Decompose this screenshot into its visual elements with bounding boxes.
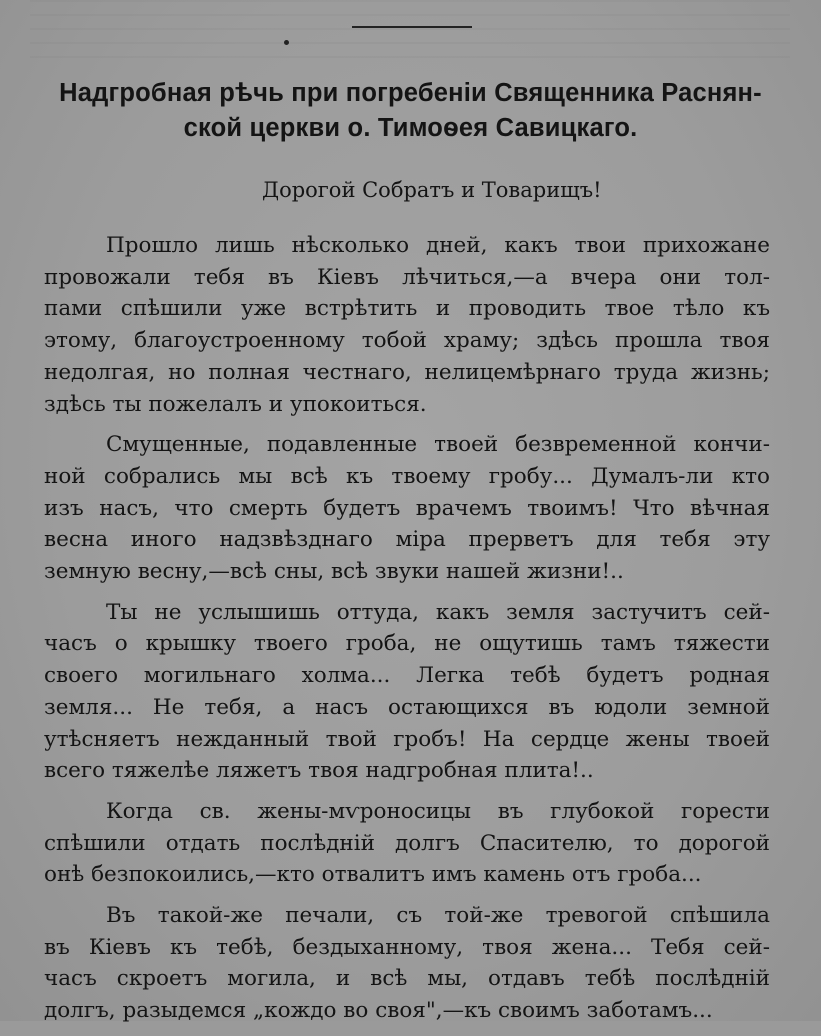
- text-line: утѣсняетъ нежданный твой гробъ! На сердце жены твоей: [44, 726, 770, 752]
- text-line: здѣсь ты пожелалъ и упокоиться.: [44, 391, 427, 417]
- text-line: этому, благоустроенному тобой храму; здѣсь прошла твоя: [44, 328, 770, 354]
- paragraph: [44, 796, 770, 891]
- text-line: долгъ, разыдемся „кождо во своя",—къ своимъ заботамъ...: [44, 998, 713, 1024]
- text-line: ной собрались мы всѣ къ твоему гробу... Думалъ-ли кто: [44, 463, 770, 489]
- text-line: изъ насъ, что смерть будетъ врачемъ твоимъ! Что вѣчная: [44, 495, 770, 521]
- text-line: Смущенные, подавленные твоей безвременной кончи-: [106, 432, 770, 458]
- text-line: всего тяжелѣе ляжетъ твоя надгробная плита!..: [44, 758, 594, 784]
- salutation: Дорогой Собратъ и Товарищъ!: [262, 178, 602, 202]
- text-line: Когда св. жены-мѵроносицы въ глубокой горести: [106, 798, 770, 824]
- paragraph: [44, 230, 770, 420]
- text-line: своего могильнаго холма... Легка тебѣ будетъ родная: [44, 663, 770, 689]
- document-title: [40, 76, 781, 146]
- text-line: провожали тебя въ Кіевъ лѣчиться,—а вчера они тол-: [44, 264, 770, 290]
- bleed-through-text: [30, 0, 790, 60]
- text-line: часъ о крышку твоего гроба, не ощутишь тамъ тяжести: [44, 631, 770, 657]
- text-line: весна иного надзвѣзднаго міра прерветъ для тебя эту: [44, 527, 770, 553]
- text-line: спѣшили отдать послѣдній долгъ Спасителю, то дорогой: [44, 830, 770, 856]
- text-line: онѣ безпокоились,—кто отвалитъ имъ камень отъ гроба...: [44, 862, 702, 888]
- paragraph: [44, 900, 770, 1027]
- text-line: пами спѣшили уже встрѣтить и проводить твое тѣло къ: [44, 296, 770, 322]
- header-rule: [352, 26, 472, 28]
- paragraph: [44, 597, 770, 787]
- text-line: земную весну,—всѣ сны, всѣ звуки нашей жизни!..: [44, 559, 624, 585]
- text-line: Ты не услышишь оттуда, какъ земля застучитъ сей-: [106, 599, 770, 625]
- speech-body: [44, 230, 770, 1036]
- text-line: въ Кіевъ къ тебѣ, бездыханному, твоя жена... Тебя сей-: [44, 934, 770, 960]
- text-line: недолгая, но полная честнаго, нелицемѣрнаго труда жизнь;: [44, 359, 770, 385]
- text-line: земля... Не тебя, а насъ остающихся въ юдоли земной: [44, 694, 770, 720]
- paragraph: [44, 429, 770, 588]
- ink-mark: [284, 40, 289, 45]
- title-line: Надгробная рѣчь при погребеніи Священника Раснян-: [59, 79, 762, 107]
- text-line: Прошло лишь нѣсколько дней, какъ твои прихожане: [106, 233, 770, 258]
- text-line: часъ скроетъ могила, и всѣ мы, отдавъ тебѣ послѣдній: [44, 966, 770, 992]
- title-line: ской церкви о. Тимоѳея Савицкаго.: [183, 114, 638, 142]
- text-line: Въ такой-же печали, съ той-же тревогой спѣшила: [106, 903, 770, 929]
